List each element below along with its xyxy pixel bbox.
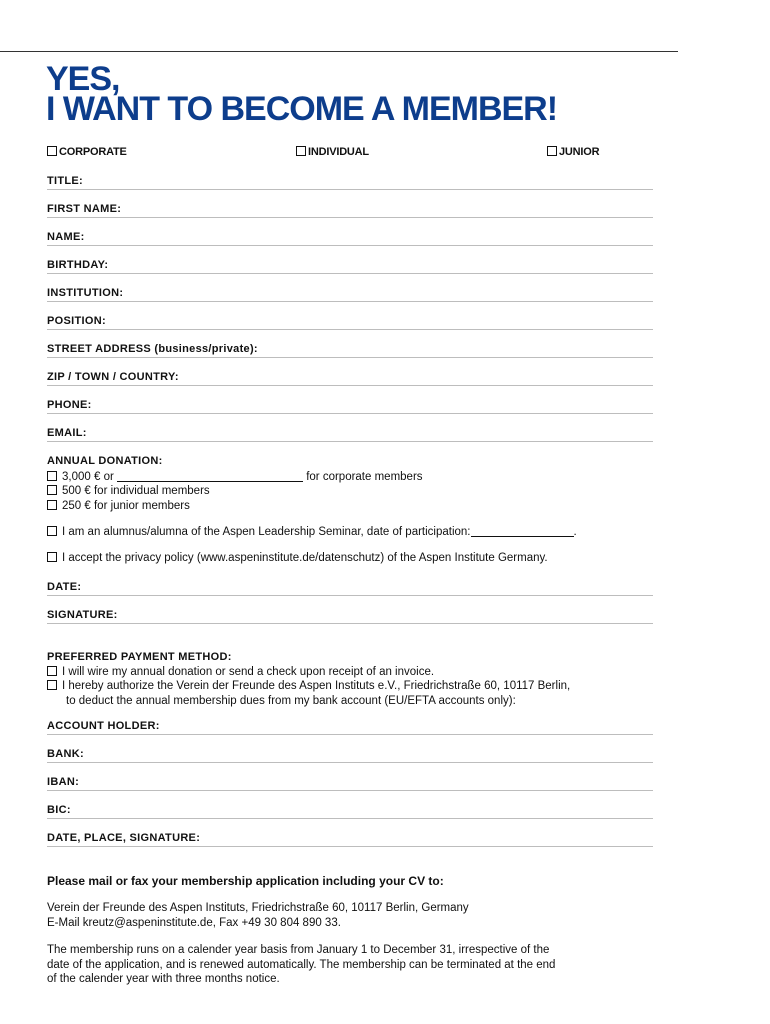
alumnus-option[interactable] (47, 524, 577, 538)
privacy-label: I accept the privacy policy (www.aspeninstitute.de/datenschutz) of the Aspen Institute Germany. (62, 552, 548, 564)
mailing-address-line-2: E-Mail kreutz@aspeninstitute.de, Fax +49 30 804 890 33. (47, 916, 341, 929)
membership-option-corporate[interactable] (47, 146, 127, 158)
account-holder-field-label: ACCOUNT HOLDER: (47, 720, 160, 732)
payment-option-wire[interactable] (47, 665, 570, 680)
participation-date-blank[interactable] (471, 524, 574, 537)
junior-label: JUNIOR (559, 146, 600, 158)
wire-checkbox[interactable] (47, 666, 57, 676)
date-place-signature-field-label: DATE, PLACE, SIGNATURE: (47, 832, 201, 844)
donation-amount-blank[interactable] (117, 469, 303, 482)
donation-corporate-amount: 3,000 € or (62, 470, 114, 483)
annual-donation-section (47, 454, 423, 513)
account-holder-field[interactable] (47, 719, 653, 735)
institution-field[interactable] (47, 286, 653, 302)
birthday-field[interactable] (47, 258, 653, 274)
donation-corporate-checkbox[interactable] (47, 471, 57, 481)
street-address-field-label: STREET ADDRESS (business/private): (47, 343, 258, 355)
junior-checkbox[interactable] (547, 146, 557, 156)
wire-label: I will wire my annual donation or send a check upon receipt of an invoice. (62, 665, 435, 678)
top-rule (0, 51, 678, 52)
privacy-checkbox[interactable] (47, 552, 57, 562)
donation-option-corporate[interactable] (47, 469, 423, 485)
phone-field-label: PHONE: (47, 399, 92, 411)
street-address-field[interactable] (47, 342, 653, 358)
corporate-label: CORPORATE (59, 146, 127, 158)
donation-junior-label: 250 € for junior members (62, 499, 190, 512)
individual-label: INDIVIDUAL (308, 146, 369, 158)
position-field[interactable] (47, 314, 653, 330)
name-field-label: NAME: (47, 231, 85, 243)
signature-field[interactable] (47, 608, 653, 624)
title-field[interactable] (47, 174, 653, 190)
bank-field[interactable] (47, 747, 653, 763)
page-title (46, 60, 558, 128)
membership-option-individual[interactable] (296, 146, 369, 158)
terms-line-1: The membership runs on a calender year basis from January 1 to December 31, irrespective of the (47, 944, 550, 956)
annual-donation-heading: ANNUAL DONATION: (47, 455, 163, 467)
donation-junior-checkbox[interactable] (47, 500, 57, 510)
bank-field-label: BANK: (47, 748, 84, 760)
birthday-field-label: BIRTHDAY: (47, 259, 109, 271)
corporate-checkbox[interactable] (47, 146, 57, 156)
donation-option-junior[interactable] (47, 499, 423, 514)
payment-method-heading: PREFERRED PAYMENT METHOD: (47, 651, 232, 663)
signature-field-label: SIGNATURE: (47, 609, 118, 621)
privacy-option[interactable] (47, 552, 548, 564)
bic-field-label: BIC: (47, 804, 71, 816)
position-field-label: POSITION: (47, 315, 106, 327)
first-name-field[interactable] (47, 202, 653, 218)
alumnus-checkbox[interactable] (47, 526, 57, 536)
date-field[interactable] (47, 580, 653, 596)
donation-individual-checkbox[interactable] (47, 485, 57, 495)
title-field-label: TITLE: (47, 175, 84, 187)
zip-town-country-field[interactable] (47, 370, 653, 386)
bic-field[interactable] (47, 803, 653, 819)
individual-checkbox[interactable] (296, 146, 306, 156)
title-line-1: YES, (46, 60, 120, 98)
name-field[interactable] (47, 230, 653, 246)
donation-corporate-suffix: for corporate members (306, 470, 423, 483)
email-field[interactable] (47, 426, 653, 442)
phone-field[interactable] (47, 398, 653, 414)
alumnus-label: I am an alumnus/alumna of the Aspen Leadership Seminar, date of participation: (62, 526, 471, 538)
debit-checkbox[interactable] (47, 680, 57, 690)
date-field-label: DATE: (47, 581, 82, 593)
mailing-address (47, 901, 657, 930)
terms-line-3: of the calender year with three months notice. (47, 973, 280, 985)
membership-terms (47, 943, 657, 987)
debit-label-line-2: to deduct the annual membership dues from my bank account (EU/EFTA accounts only): (66, 694, 516, 707)
title-line-2: I WANT TO BECOME A MEMBER! (46, 90, 558, 128)
donation-individual-label: 500 € for individual members (62, 485, 210, 497)
mailing-heading: Please mail or fax your membership application including your CV to: (47, 874, 444, 888)
payment-option-debit[interactable] (47, 679, 570, 694)
institution-field-label: INSTITUTION: (47, 287, 124, 299)
mailing-address-line-1: Verein der Freunde des Aspen Instituts, Friedrichstraße 60, 10117 Berlin, Germany (47, 902, 469, 914)
first-name-field-label: FIRST NAME: (47, 203, 122, 215)
date-place-signature-field[interactable] (47, 831, 653, 847)
zip-town-country-field-label: ZIP / TOWN / COUNTRY: (47, 371, 179, 383)
alumnus-end: . (573, 526, 577, 538)
iban-field-label: IBAN: (47, 776, 80, 788)
donation-option-individual[interactable] (47, 484, 423, 499)
terms-line-2: date of the application, and is renewed automatically. The membership can be terminated at the end (47, 958, 556, 971)
email-field-label: EMAIL: (47, 427, 87, 439)
iban-field[interactable] (47, 775, 653, 791)
payment-method-section (47, 650, 570, 708)
debit-label-line-1: I hereby authorize the Verein der Freunde des Aspen Instituts e.V., Friedrichstraße 60, 10117 Berlin, (62, 680, 571, 692)
membership-option-junior[interactable] (547, 146, 599, 158)
